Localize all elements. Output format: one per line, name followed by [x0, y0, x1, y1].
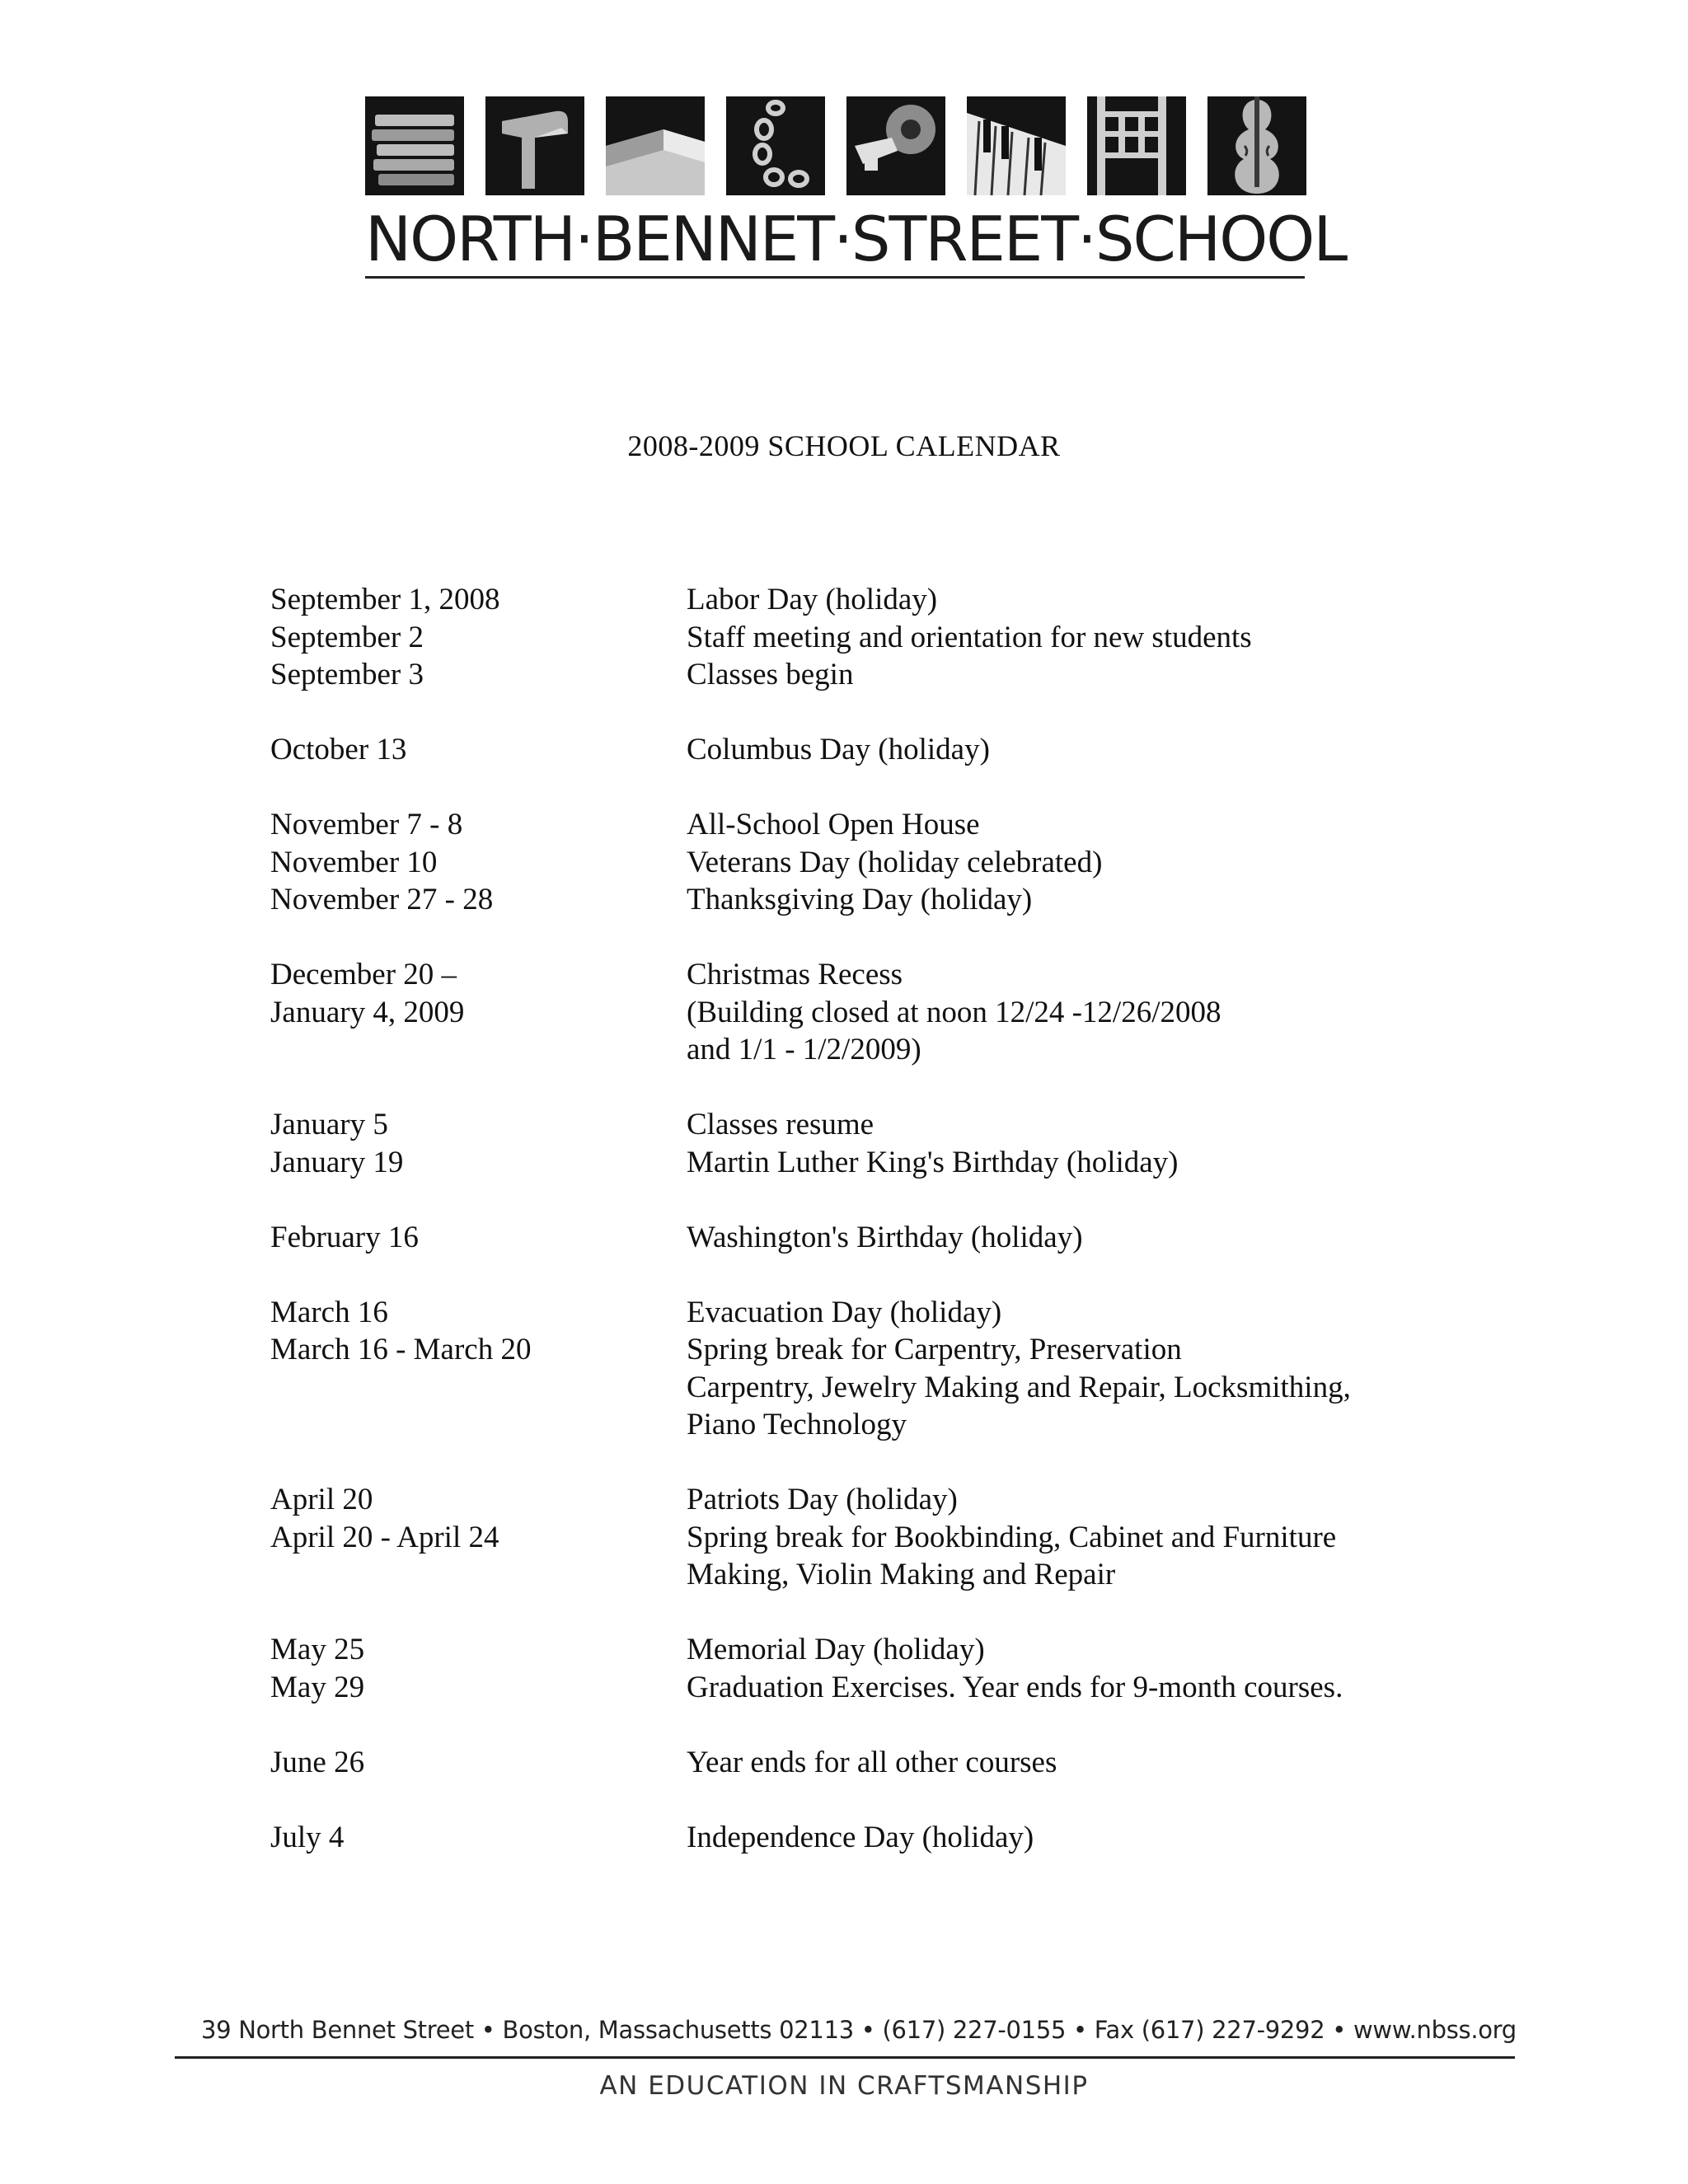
calendar-event: and 1/1 - 1/2/2009): [687, 1033, 921, 1066]
calendar-date: February 16: [270, 1220, 419, 1254]
calendar-event: Classes resume: [687, 1108, 874, 1141]
wood-joint-icon: [606, 96, 705, 195]
calendar-event: Year ends for all other courses: [687, 1745, 1057, 1779]
school-logo: [342, 78, 1347, 342]
calendar-row: [270, 1631, 1441, 1669]
footer-tagline: AN EDUCATION IN CRAFTSMANSHIP: [599, 2071, 1089, 2101]
calendar-date: October 13: [270, 733, 407, 766]
calendar-event: Evacuation Day (holiday): [687, 1295, 1002, 1329]
key-lock-icon: [846, 96, 945, 195]
calendar-row: [270, 1294, 1441, 1332]
violin-icon: [1207, 96, 1306, 195]
calendar-event: Patriots Day (holiday): [687, 1483, 958, 1516]
calendar-row: [270, 844, 1441, 882]
calendar-row: [270, 1744, 1441, 1782]
calendar-event: Christmas Recess: [687, 958, 903, 991]
calendar-event: Memorial Day (holiday): [687, 1633, 985, 1666]
chair-icon: [1087, 96, 1186, 195]
calendar-row: [270, 731, 1441, 769]
calendar-event: Piano Technology: [687, 1408, 907, 1441]
calendar-event: Making, Violin Making and Repair: [687, 1558, 1116, 1591]
footer-divider: [175, 2056, 1515, 2059]
calendar-row: [270, 881, 1441, 919]
calendar-event: Veterans Day (holiday celebrated): [687, 845, 1103, 879]
logo-wordmark: NORTH·BENNET·STREET·SCHOOL: [365, 203, 1347, 275]
calendar-row: [270, 1406, 1441, 1444]
calendar-row: [270, 994, 1441, 1032]
calendar-row: [270, 1669, 1441, 1707]
calendar-date: March 16 - March 20: [270, 1333, 532, 1366]
books-icon: [365, 96, 464, 195]
calendar-event: Graduation Exercises. Year ends for 9-month courses.: [687, 1670, 1343, 1704]
calendar-date: December 20 –: [270, 958, 457, 991]
calendar-date: May 25: [270, 1633, 365, 1666]
calendar-row: [270, 1369, 1441, 1407]
calendar-event: Carpentry, Jewelry Making and Repair, Locksmithing,: [687, 1370, 1351, 1404]
necklace-icon: [726, 96, 825, 195]
calendar-row: [270, 1819, 1441, 1857]
calendar-event: Labor Day (holiday): [687, 583, 938, 616]
calendar-event: All-School Open House: [687, 808, 980, 841]
calendar-row: [270, 581, 1441, 619]
calendar-event: (Building closed at noon 12/24 -12/26/2008: [687, 995, 1221, 1029]
calendar-date: November 7 - 8: [270, 808, 463, 841]
calendar-row: [270, 1106, 1441, 1144]
footer-address: 39 North Bennet Street • Boston, Massachusetts 02113 • (617) 227-0155 • Fax (617) 227-9292 • www.nbss.org: [201, 2016, 1517, 2044]
calendar-row: [270, 956, 1441, 994]
calendar-row: [270, 1331, 1441, 1369]
calendar-date: January 5: [270, 1108, 388, 1141]
calendar-date: April 20: [270, 1483, 373, 1516]
calendar-row: [270, 1219, 1441, 1257]
calendar-row: [270, 1519, 1441, 1557]
calendar-date: September 2: [270, 620, 424, 654]
calendar-event: Washington's Birthday (holiday): [687, 1220, 1083, 1254]
calendar-event: Independence Day (holiday): [687, 1820, 1034, 1854]
calendar-date: November 10: [270, 845, 438, 879]
calendar-row: [270, 1556, 1441, 1594]
calendar-date: March 16: [270, 1295, 388, 1329]
calendar-date: January 4, 2009: [270, 995, 465, 1029]
calendar-date: April 20 - April 24: [270, 1520, 499, 1554]
calendar-date: September 3: [270, 658, 424, 691]
calendar-row: [270, 619, 1441, 657]
calendar-row: [270, 1481, 1441, 1519]
calendar-date: June 26: [270, 1745, 365, 1779]
calendar-date: July 4: [270, 1820, 345, 1854]
calendar-event: Martin Luther King's Birthday (holiday): [687, 1145, 1179, 1179]
calendar-date: May 29: [270, 1670, 365, 1704]
calendar-event: Spring break for Bookbinding, Cabinet and Furniture: [687, 1520, 1337, 1554]
calendar-row: [270, 1144, 1441, 1182]
page-title: 2008-2009 SCHOOL CALENDAR: [627, 429, 1061, 462]
calendar-date: January 19: [270, 1145, 404, 1179]
calendar-event: Staff meeting and orientation for new students: [687, 620, 1252, 654]
calendar-list: [270, 581, 1441, 1856]
logo-underline: [365, 276, 1305, 279]
calendar-event: Columbus Day (holiday): [687, 733, 990, 766]
calendar-date: November 27 - 28: [270, 883, 494, 916]
calendar-row: [270, 1031, 1441, 1069]
calendar-event: Classes begin: [687, 658, 854, 691]
calendar-date: September 1, 2008: [270, 583, 500, 616]
calendar-row: [270, 656, 1441, 694]
calendar-row: [270, 806, 1441, 844]
calendar-event: Thanksgiving Day (holiday): [687, 883, 1033, 916]
logo-image-strip: [365, 96, 1305, 200]
piano-keys-icon: [967, 96, 1066, 195]
hammer-icon: [485, 96, 584, 195]
calendar-event: Spring break for Carpentry, Preservation: [687, 1333, 1182, 1366]
